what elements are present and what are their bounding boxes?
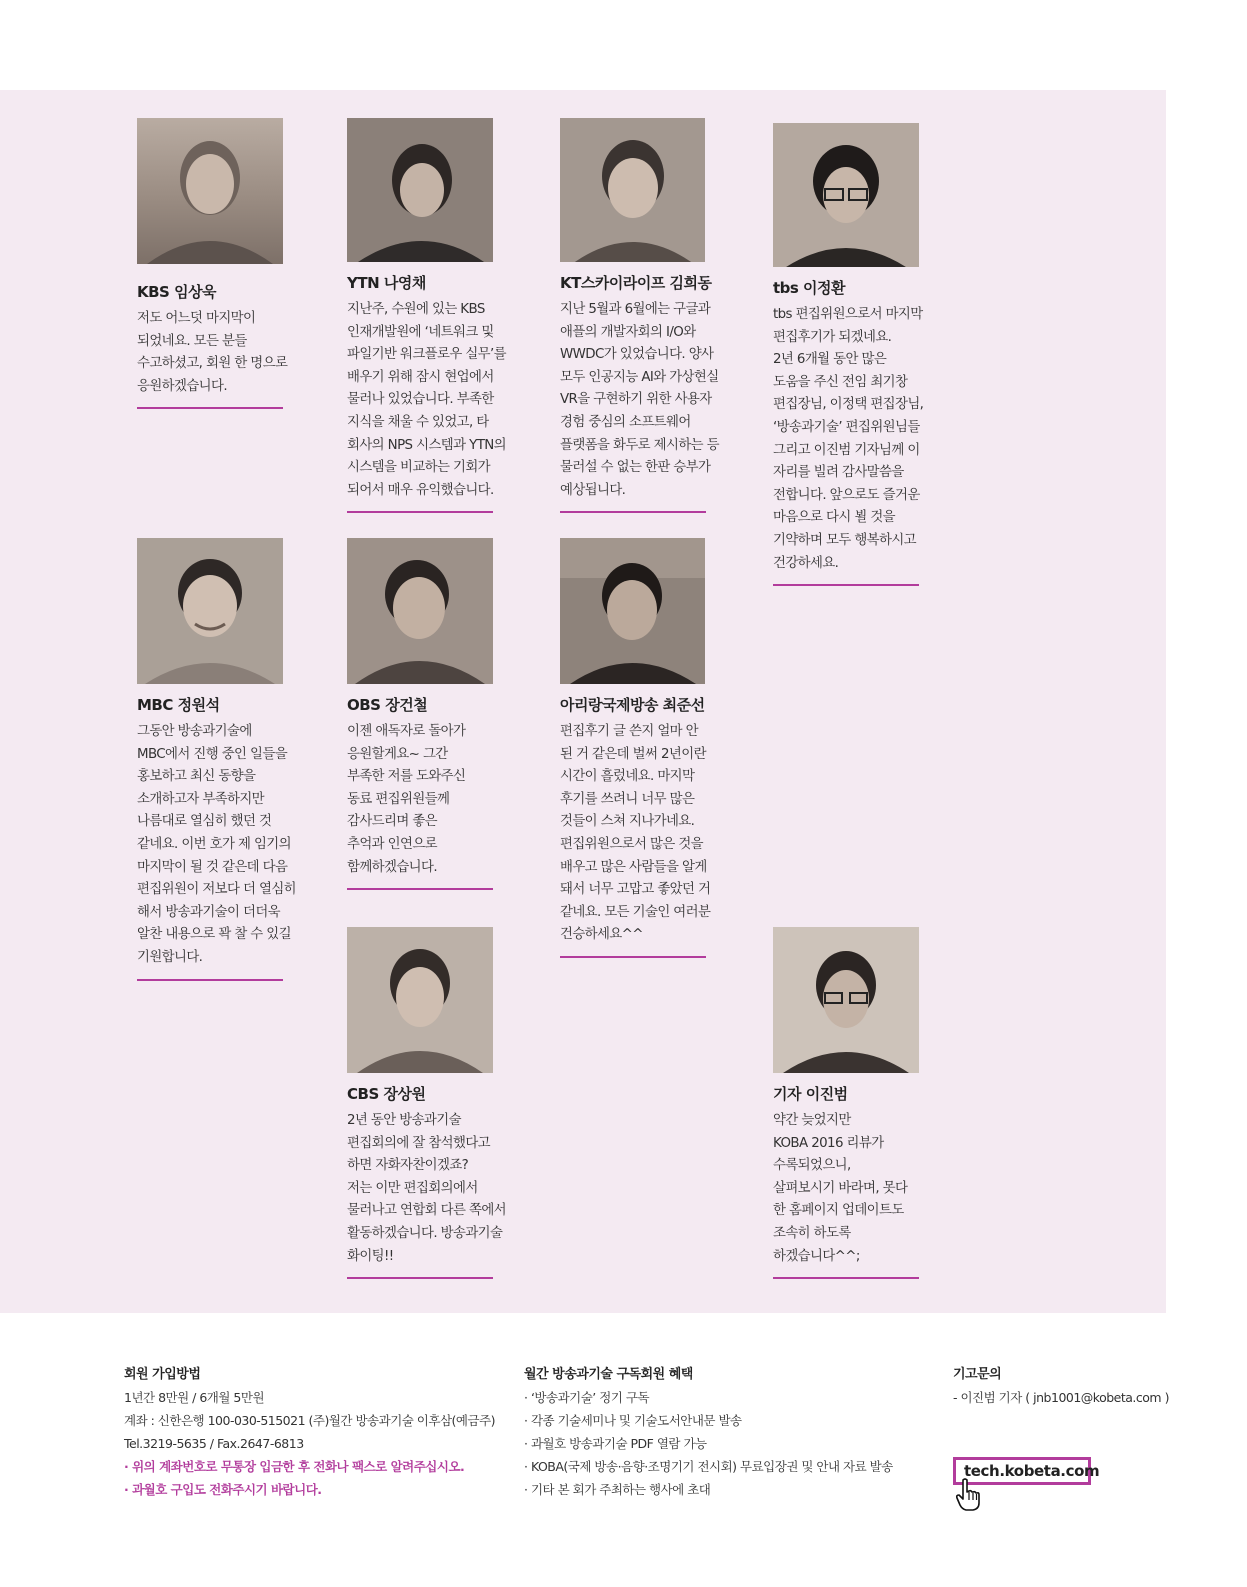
website-link[interactable]: tech.kobeta.com bbox=[953, 1457, 1091, 1485]
contributor-text: tbs 편집위원으로서 마지막 편집후기가 되겠네요. 2년 6개월 동안 많은 도움을 주신 전임 최기창 편집장님, 이정택 편집장님, ‘방송과기술’ 편집위원님들 그리고 이진범 기자님께 이 자리를 빌려 감사말씀을 전합니다. 앞으로도 즐거운 마음으로 다시 뵐 것을 기약하며 모두 행복하시고 건강하세요. bbox=[773, 307, 924, 571]
contributor-name: OBS 장건철 bbox=[347, 696, 428, 714]
divider bbox=[773, 1277, 919, 1279]
divider bbox=[137, 979, 283, 981]
divider bbox=[560, 511, 706, 513]
benefit-item: · KOBA(국제 방송·음향·조명기기 전시회) 무료입장권 및 안내 자료 발송 bbox=[524, 1459, 893, 1474]
contributor-name: 기자 이진범 bbox=[773, 1085, 848, 1103]
inquiry-contact[interactable]: - 이진범 기자 ( jnb1001@kobeta.com ) bbox=[953, 1390, 1169, 1405]
back-issue-note: · 과월호 구입도 전화주시기 바랍니다. bbox=[124, 1482, 322, 1497]
contributor-card-obs bbox=[347, 538, 529, 890]
portrait-photo bbox=[560, 538, 705, 684]
divider bbox=[347, 1277, 493, 1279]
portrait-photo bbox=[347, 118, 493, 262]
contributor-name: KBS 임상욱 bbox=[137, 283, 217, 301]
benefit-item: · ‘방송과기술’ 정기 구독 bbox=[524, 1390, 650, 1405]
portrait-photo bbox=[347, 538, 493, 684]
contributor-name: MBC 정원석 bbox=[137, 696, 220, 714]
benefit-item: · 기타 본 회가 주최하는 행사에 초대 bbox=[524, 1482, 711, 1497]
inquiry-title: 기고문의 bbox=[953, 1367, 1002, 1382]
hand-pointer-icon bbox=[955, 1478, 981, 1512]
contributor-text: 2년 동안 방송과기술 편집회의에 잘 참석했다고 하면 자화자찬이겠죠? 저는 이만 편집회의에서 물러나고 연합회 다른 쪽에서 활동하겠습니다. 방송과기술 화이팅!! bbox=[347, 1113, 506, 1264]
phone-fax-text: Tel.3219-5635 / Fax.2647-6813 bbox=[124, 1436, 304, 1451]
contributor-text: 저도 어느덧 마지막이 되었네요. 모든 분들 수고하셨고, 회원 한 명으로 응원하겠습니다. bbox=[137, 311, 288, 394]
contributor-card-kbs bbox=[137, 118, 319, 409]
contributor-text: 약간 늦었지만 KOBA 2016 리뷰가 수록되었으니, 살펴보시기 바라며, 못다 한 홈페이지 업데이트도 조속히 하도록 하겠습니다^^; bbox=[773, 1113, 908, 1264]
divider bbox=[560, 956, 706, 958]
contributor-card-reporter bbox=[773, 927, 955, 1279]
divider bbox=[773, 584, 919, 586]
contributor-text: 지난 5월과 6월에는 구글과 애플의 개발자회의 I/O와 WWDC가 있었습니다. 양사 모두 인공지능 AI와 가상현실 VR을 구현하기 위한 사용자 경험 중심의 소프트웨어 플랫폼을 화두로 제시하는 등 물러설 수 없는 한판 승부가 예상됩니다. bbox=[560, 302, 719, 498]
subscriber-benefits bbox=[524, 1363, 893, 1501]
contributor-text: 그동안 방송과기술에 MBC에서 진행 중인 일들을 홍보하고 최신 동향을 소개하고자 부족하지만 나름대로 열심히 했던 것 같네요. 이번 호가 제 임기의 마지막이 될 것 같은데 다음 편집위원이 저보다 더 열심히 해서 방송과기술이 더더욱 알찬 내용으로 꽉 찰 수 있길 기원합니다. bbox=[137, 724, 296, 965]
contributor-card-arirang bbox=[560, 538, 742, 958]
contributor-name: 아리랑국제방송 최준선 bbox=[560, 696, 705, 714]
contributor-name: CBS 장상원 bbox=[347, 1085, 426, 1103]
portrait-photo bbox=[773, 927, 919, 1073]
contributor-text: 이젠 애독자로 돌아가 응원할게요~ 그간 부족한 저를 도와주신 동료 편집위원들께 감사드리며 좋은 추억과 인연으로 함께하겠습니다. bbox=[347, 724, 466, 875]
contribution-inquiry bbox=[953, 1363, 1169, 1409]
contributor-name: tbs 이정환 bbox=[773, 279, 846, 297]
portrait-photo bbox=[137, 118, 283, 264]
contributor-text: 편집후기 글 쓴지 얼마 안 된 거 같은데 벌써 2년이란 시간이 흘렀네요. 마지막 후기를 쓰려니 너무 많은 것들이 스쳐 지나가네요. 편집위원으로서 많은 것을 배우고 많은 사람들을 알게 돼서 너무 고맙고 좋았던 거 같네요. 모든 기술인 여러분 건승하세요^^ bbox=[560, 724, 711, 943]
portrait-photo bbox=[560, 118, 705, 262]
benefit-item: · 각종 기술세미나 및 기술도서안내문 발송 bbox=[524, 1413, 742, 1428]
benefits-title: 월간 방송과기술 구독회원 혜택 bbox=[524, 1367, 693, 1382]
contributor-text: 지난주, 수원에 있는 KBS 인재개발원에 ‘네트워크 및 파일기반 워크플로우 실무’를 배우기 위해 잠시 현업에서 물러나 있었습니다. 부족한 지식을 채울 수 있었고, 타 회사의 NPS 시스템과 YTN의 시스템을 비교하는 기회가 되어서 매우 유익했습니다. bbox=[347, 302, 507, 498]
membership-info bbox=[124, 1363, 495, 1501]
divider bbox=[347, 888, 493, 890]
benefit-item: · 과월호 방송과기술 PDF 열람 가능 bbox=[524, 1436, 707, 1451]
membership-title: 회원 가입방법 bbox=[124, 1367, 201, 1382]
fee-text: 1년간 8만원 / 6개월 5만원 bbox=[124, 1390, 265, 1405]
contributor-card-kt bbox=[560, 118, 742, 513]
divider bbox=[347, 511, 493, 513]
contributor-card-cbs bbox=[347, 927, 529, 1279]
account-text: 계좌 : 신한은행 100-030-515021 (주)월간 방송과기술 이후삼(예금주) bbox=[124, 1413, 496, 1428]
contributor-card-ytn bbox=[347, 118, 529, 513]
contributor-card-tbs bbox=[773, 123, 955, 586]
contributor-name: YTN 나영채 bbox=[347, 274, 426, 292]
contributor-name: KT스카이라이프 김희동 bbox=[560, 274, 712, 292]
portrait-photo bbox=[773, 123, 919, 267]
contributor-card-mbc bbox=[137, 538, 319, 981]
portrait-photo bbox=[137, 538, 283, 684]
portrait-photo bbox=[347, 927, 493, 1073]
deposit-note: · 위의 계좌번호로 무통장 입금한 후 전화나 팩스로 알려주십시오. bbox=[124, 1459, 465, 1474]
divider bbox=[137, 407, 283, 409]
